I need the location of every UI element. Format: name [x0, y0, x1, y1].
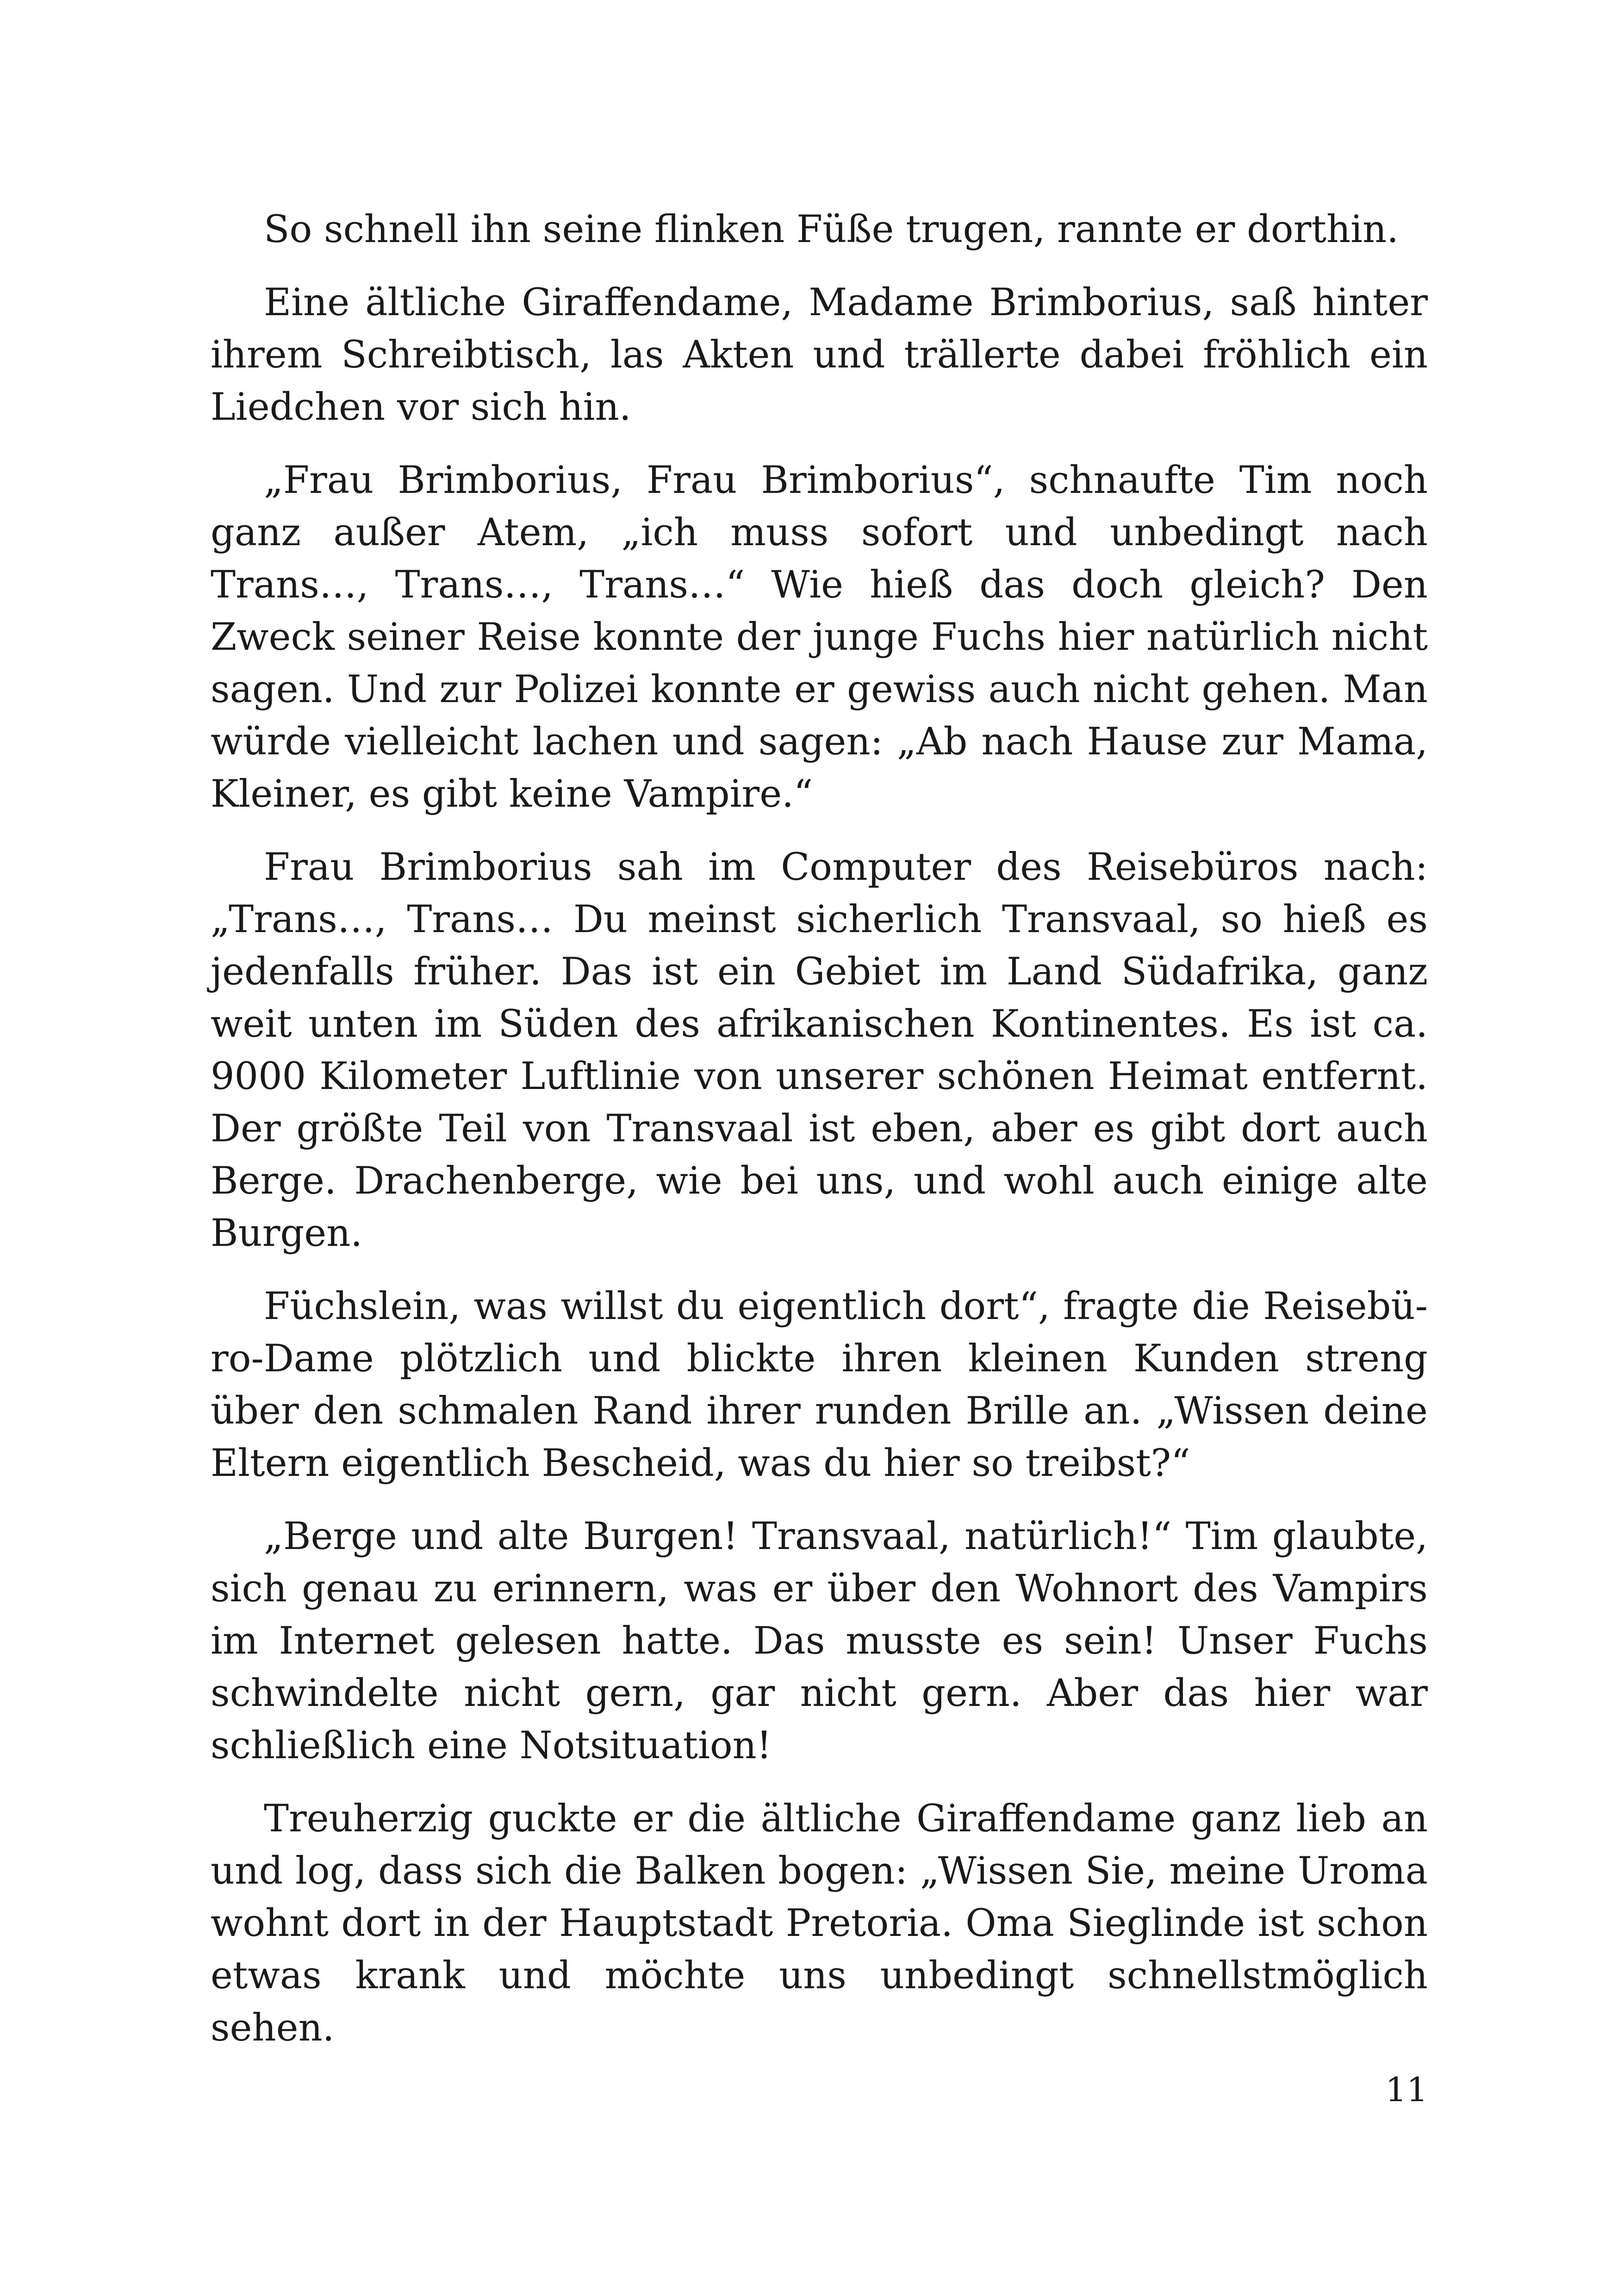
paragraph-2: Eine ältliche Giraffendame, Madame Brimborius, saß hinter ihrem Schreibtisch, las Akten und trällerte dabei fröhlich ein Liedchen vor sich hin.	[211, 281, 1428, 429]
page-number: 11	[1385, 2070, 1428, 2109]
paragraph-5: Füchslein, was willst du eigentlich dort“, fragte die Reisebüro-Dame plötzlich und blickte ihren kleinen Kunden streng über den schmalen Rand ihrer runden Brille an. „Wissen deine Eltern eigentlich Bescheid, was du hier so treibst?“	[211, 1285, 1428, 1485]
paragraph-3: „Frau Brimborius, Frau Brimborius“, schnaufte Tim noch ganz außer Atem, „ich muss sofort und unbedingt nach Trans…, Trans…, Trans…“ Wie hieß das doch gleich? Den Zweck seiner Reise konnte der junge Fuchs hier natürlich nicht sagen. Und zur Polizei konnte er gewiss auch nicht gehen. Man würde vielleicht lachen und sagen: „Ab nach Hause zur Mama, Kleiner, es gibt keine Vampire.“	[211, 459, 1428, 816]
paragraph-4: Frau Brimborius sah im Computer des Reisebüros nach: „Trans…, Trans… Du meinst sicherlich Transvaal, so hieß es jedenfalls früher. Das ist ein Gebiet im Land Südafrika, ganz weit unten im Süden des afrikanischen Kontinentes. Es ist ca. 9000 Kilometer Luftlinie von unserer schönen Heimat entfernt. Der größte Teil von Transvaal ist eben, aber es gibt dort auch Berge. Drachenberge, wie bei uns, und wohl auch einige alte Burgen.	[211, 846, 1428, 1255]
body-text	[211, 204, 1428, 2054]
paragraph-7: Treuherzig guckte er die ältliche Giraffendame ganz lieb an und log, dass sich die Balken bogen: „Wissen Sie, meine Uroma wohnt dort in der Hauptstadt Pretoria. Oma Sieglinde ist schon etwas krank und möchte uns unbedingt schnellstmöglich sehen.	[211, 1797, 1428, 2050]
paragraph-1: So schnell ihn seine flinken Füße trugen, rannte er dorthin.	[264, 208, 1399, 251]
paragraph-6: „Berge und alte Burgen! Transvaal, natürlich!“ Tim glaubte, sich genau zu erinnern, was er über den Wohnort des Vampirs im Internet gelesen hatte. Das musste es sein! Unser Fuchs schwindelte nicht gern, gar nicht gern. Aber das hier war schließlich eine Notsituation!	[211, 1515, 1428, 1767]
